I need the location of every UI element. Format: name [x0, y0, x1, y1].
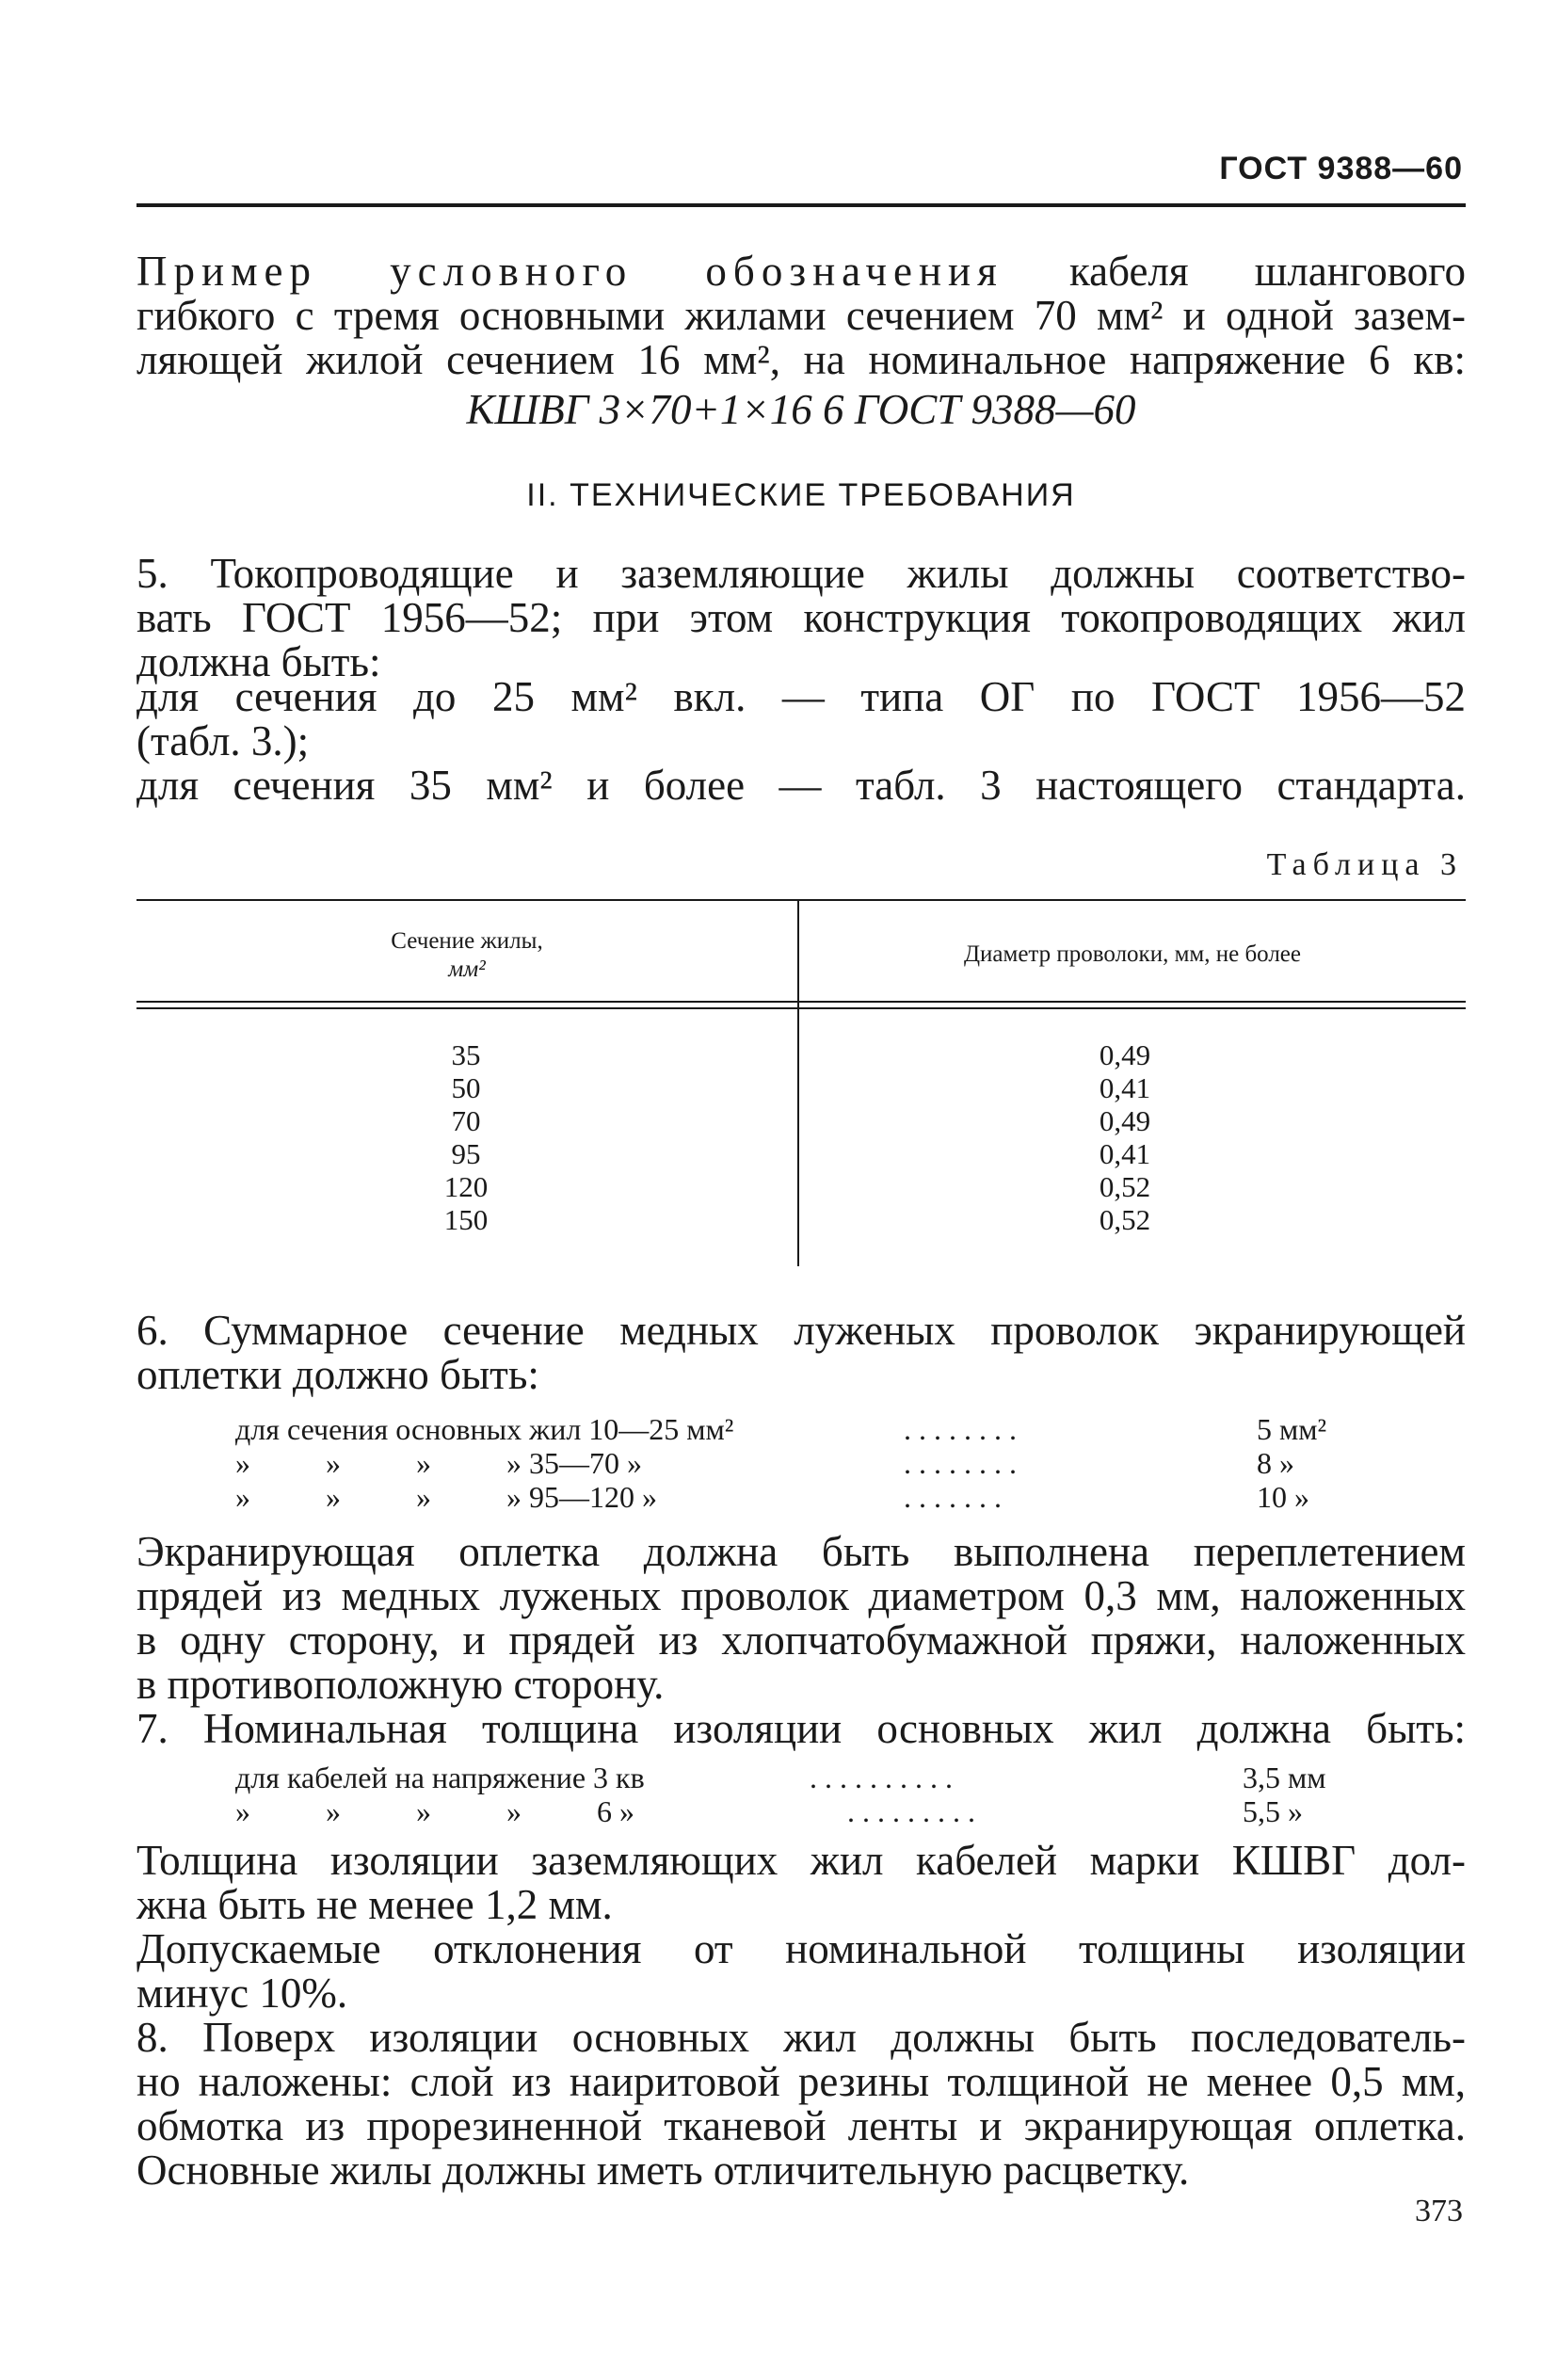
clause6-item-3-value: 10 »: [1257, 1480, 1309, 1514]
col-header-section: [136, 927, 797, 984]
clause7-para2-line-1: Допускаемые отклонения от номинальной толщины изоляции: [136, 1925, 1466, 1972]
col-header-section-a: Сечение жилы,: [391, 928, 543, 954]
table-row-section: 70: [451, 1104, 481, 1137]
header-rule-1: [136, 1001, 1466, 1003]
table-top-rule: [136, 899, 1466, 901]
clause7-para1-line-1: Толщина изоляции заземляющих жил кабелей марки КШВГ дол-: [136, 1837, 1466, 1884]
clause5-line-3: должна быть:: [136, 638, 381, 685]
clause6-item-1-dots: . . . . . . . .: [904, 1412, 1017, 1446]
page-number: 373: [1415, 2194, 1463, 2228]
clause6-para-line-3: в одну сторону, и прядей из хлопчатобумажной пряжи, наложенных: [136, 1616, 1466, 1664]
col-header-diameter: Диаметр проволоки, мм, не более: [963, 941, 1302, 967]
clause8-line-1: 8. Поверх изоляции основных жил должны быть последователь-: [136, 2014, 1466, 2061]
clause7-line-1: 7. Номинальная толщина изоляции основных жил должна быть:: [136, 1705, 1466, 1752]
clause5-line-4: для сечения до 25 мм² вкл. — типа ОГ по ГОСТ 1956—52: [136, 673, 1466, 720]
table-row-section: 95: [451, 1137, 481, 1170]
clause7-item-1-value: 3,5 мм: [1243, 1761, 1326, 1794]
table-row-section: 35: [451, 1038, 481, 1071]
col-header-section-b: мм²: [448, 957, 486, 982]
diameter-column: [1068, 1038, 1181, 1236]
clause6-para-line-2: прядей из медных луженых проволок диаметром 0,3 мм, наложенных: [136, 1572, 1466, 1619]
clause5-line-6: для сечения 35 мм² и более — табл. 3 настоящего стандарта.: [136, 762, 1466, 809]
clause7-item-2-dots: . . . . . . . . .: [847, 1794, 975, 1828]
clause6-item-2-label: » » » » 35—70 »: [235, 1446, 642, 1480]
clause5-line-5: (табл. 3.);: [136, 717, 310, 764]
table-row-section: 120: [443, 1170, 489, 1203]
clause8-line-2: но наложены: слой из наиритовой резины толщиной не менее 0,5 мм,: [136, 2058, 1466, 2105]
clause6-item-3-label: » » » » 95—120 »: [235, 1480, 657, 1514]
table-row-diameter: 0,41: [1099, 1071, 1151, 1104]
section-title: II. ТЕХНИЧЕСКИЕ ТРЕБОВАНИЯ: [526, 477, 1076, 513]
clause8-line-3: обмотка из прорезиненной тканевой ленты и экранирующая оплетка.: [136, 2102, 1466, 2149]
table-row-diameter: 0,49: [1099, 1104, 1151, 1137]
table-row-diameter: 0,41: [1099, 1137, 1151, 1170]
table-row-diameter: 0,52: [1099, 1203, 1151, 1236]
table-row-diameter: 0,52: [1099, 1170, 1151, 1203]
intro-line-1-rest: кабеля шлангового: [1068, 248, 1466, 295]
clause6-item-2-dots: . . . . . . . .: [904, 1446, 1017, 1480]
clause6-item-3-dots: . . . . . . .: [904, 1480, 1002, 1514]
designation-text: КШВГ 3×70+1×16 6 ГОСТ 9388—60: [466, 386, 1136, 433]
clause8-line-4: Основные жилы должны иметь отличительную расцветку.: [136, 2147, 1190, 2194]
header-rule-2: [136, 1007, 1466, 1009]
clause6-item-2-value: 8 »: [1257, 1446, 1294, 1480]
clause6-para-line-4: в противоположную сторону.: [136, 1661, 665, 1708]
header-rule: [136, 203, 1466, 207]
table-3: [136, 899, 1466, 1266]
doc-code-header: ГОСТ 9388—60: [1219, 151, 1463, 186]
designation-example: [136, 388, 1466, 432]
table-row-diameter: 0,49: [1099, 1038, 1151, 1071]
clause7-item-1-label: для кабелей на напряжение 3 кв: [235, 1761, 645, 1794]
intro-lead: Пример условного обозначения: [136, 248, 1003, 295]
clause5-line-2: вать ГОСТ 1956—52; при этом конструкция токопроводящих жил: [136, 594, 1466, 641]
section-column: [419, 1038, 513, 1236]
table-caption: Таблица 3: [1266, 847, 1463, 882]
clause6-item-1-label: для сечения основных жил 10—25 мм²: [235, 1412, 734, 1446]
intro-line-1: [136, 249, 1466, 294]
clause5-line-1: 5. Токопроводящие и заземляющие жилы должны соответство-: [136, 550, 1466, 597]
intro-line-2: гибкого с тремя основными жилами сечением 70 мм² и одной зазем-: [136, 292, 1466, 339]
table-row-section: 50: [451, 1071, 481, 1104]
clause7-item-1-dots: . . . . . . . . . .: [810, 1761, 953, 1794]
clause6-line-2: оплетки должно быть:: [136, 1351, 539, 1398]
clause6-para-line-1: Экранирующая оплетка должна быть выполнена переплетением: [136, 1528, 1466, 1575]
table-row-section: 150: [443, 1203, 489, 1236]
clause6-item-1-value: 5 мм²: [1257, 1412, 1327, 1446]
clause7-para2-line-2: минус 10%.: [136, 1970, 348, 2017]
clause7-para1-line-2: жна быть не менее 1,2 мм.: [136, 1881, 613, 1928]
clause7-item-2-label: » » » » 6 »: [235, 1794, 634, 1828]
clause6-line-1: 6. Суммарное сечение медных луженых проволок экранирующей: [136, 1307, 1466, 1354]
clause7-item-2-value: 5,5 »: [1243, 1794, 1303, 1828]
intro-line-3: ляющей жилой сечением 16 мм², на номинальное напряжение 6 кв:: [136, 336, 1466, 383]
